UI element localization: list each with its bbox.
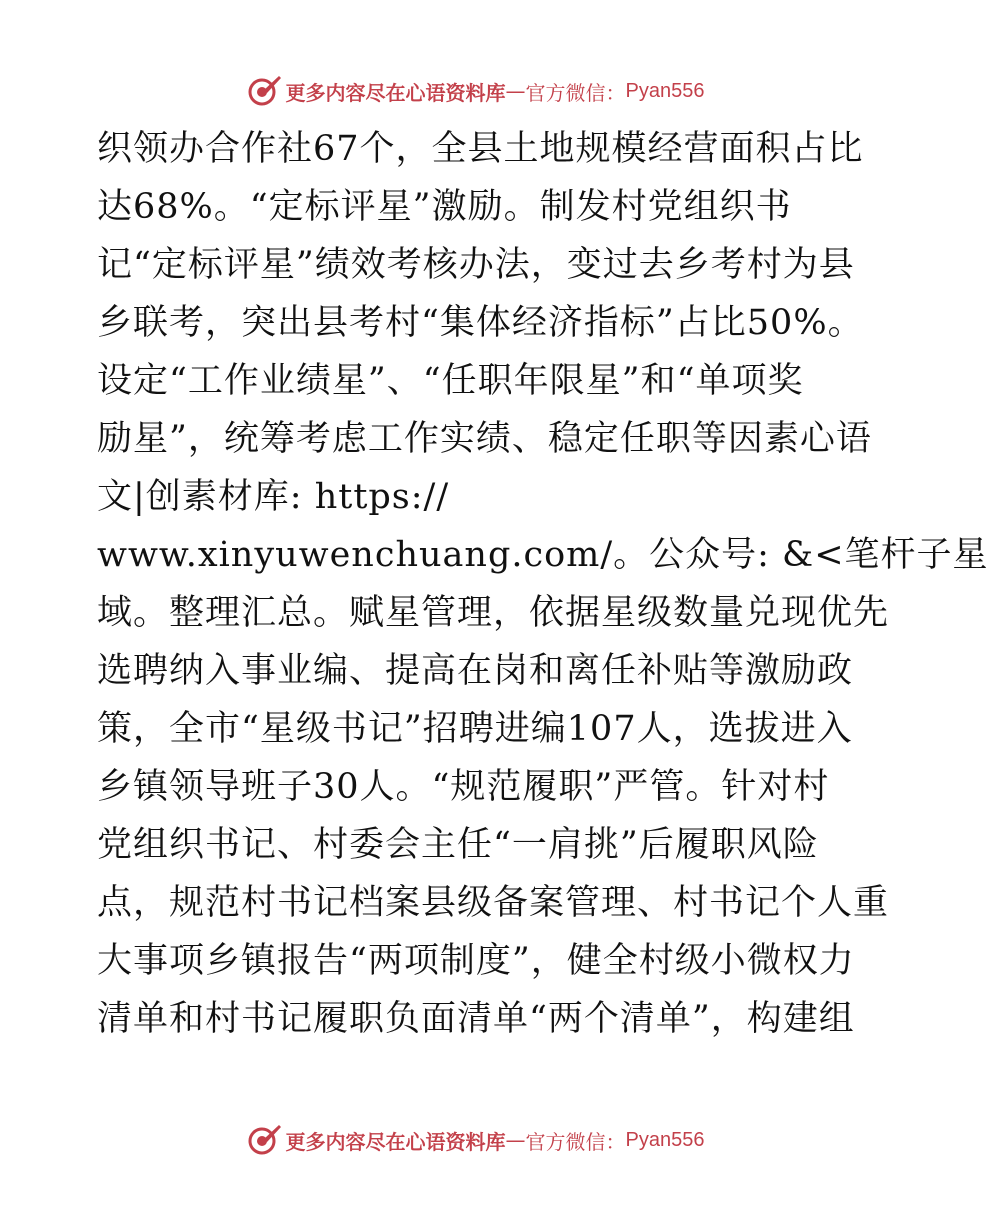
body-line: 大事项乡镇报告“两项制度”，健全村级小微权力 (97, 941, 855, 981)
body-line: 文|创素材库: https:// (97, 477, 450, 517)
body-line: 织领办合作社67个，全县土地规模经营面积占比 (97, 129, 864, 169)
header-dash: — (505, 79, 526, 103)
footer-dash: — (505, 1128, 526, 1152)
header-banner (0, 71, 950, 111)
footer-wechat-id: Pyan556 (625, 1128, 705, 1151)
footer-brand-text: 更多内容尽在心语资料库 (285, 1129, 506, 1154)
footer-banner (0, 1120, 950, 1160)
header-wechat-label: 官方微信： (525, 80, 626, 105)
body-line: 乡联考，突出县考村“集体经济指标”占比50%。 (97, 303, 864, 343)
body-line: 达68%。“定标评星”激励。制发村党组织书 (97, 187, 792, 227)
body-line: 设定“工作业绩星”、“任职年限星”和“单项奖 (97, 361, 804, 401)
footer-wechat-label: 官方微信： (525, 1129, 626, 1154)
header-wechat-id: Pyan556 (625, 79, 705, 102)
body-line: 策，全市“星级书记”招聘进编107人，选拔进入 (97, 709, 853, 749)
body-line: 域。整理汇总。赋星管理，依据星级数量兑现优先 (97, 593, 890, 633)
body-line: 清单和村书记履职负面清单“两个清单”，构建组 (97, 999, 855, 1039)
body-line: www.xinyuwenchuang.com/。公众号: &<笔杆子星 (97, 535, 989, 575)
body-line: 选聘纳入事业编、提高在岗和离任补贴等激励政 (97, 651, 854, 691)
pen-logo-icon (246, 1122, 282, 1158)
body-line: 励星”，统筹考虑工作实绩、稳定任职等因素心语 (97, 419, 872, 459)
document-body (97, 120, 989, 1048)
body-line: 乡镇领导班子30人。“规范履职”严管。针对村 (97, 767, 830, 807)
pen-logo-icon (246, 73, 282, 109)
body-line: 党组织书记、村委会主任“一肩挑”后履职风险 (97, 825, 819, 865)
header-brand-text: 更多内容尽在心语资料库 (285, 80, 506, 105)
body-line: 点，规范村书记档案县级备案管理、村书记个人重 (97, 883, 890, 923)
body-line: 记“定标评星”绩效考核办法，变过去乡考村为县 (97, 245, 855, 285)
